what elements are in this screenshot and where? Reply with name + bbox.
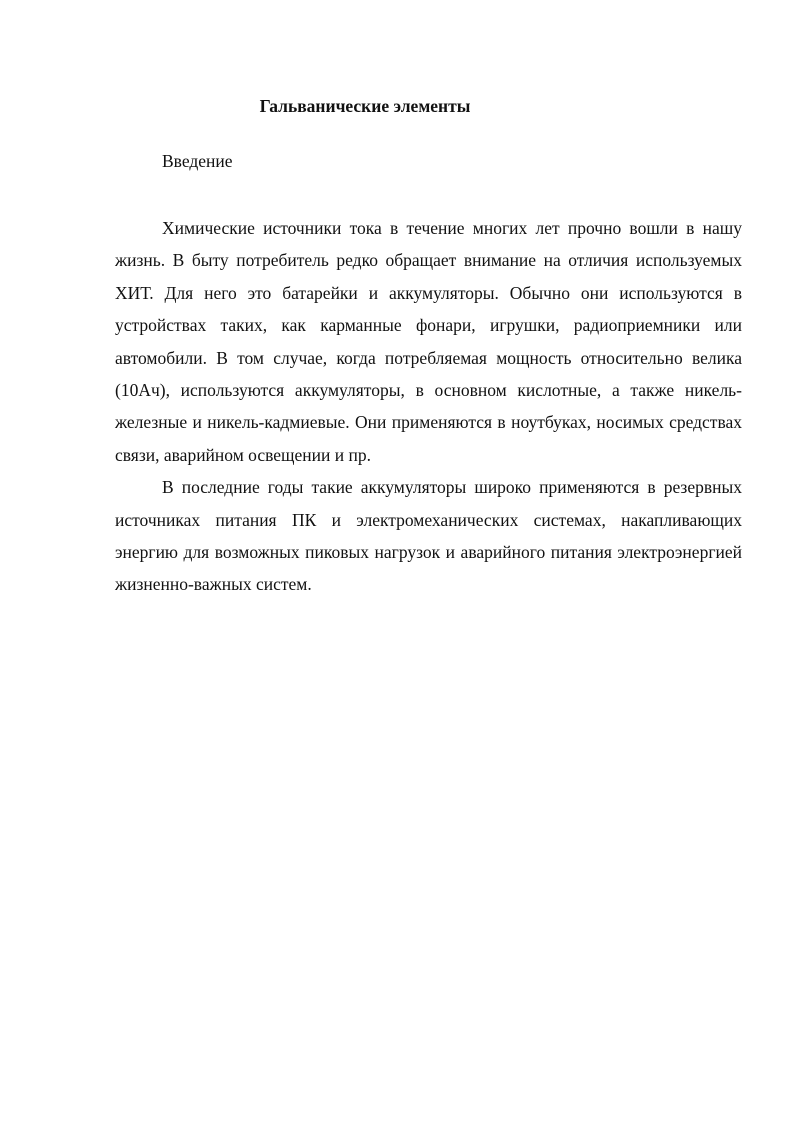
body-text (115, 212, 742, 601)
paragraph-recent-years: В последние годы такие аккумуляторы широко применяются в резервных источниках питания ПК и электромеханических системах, накапливающих энергию для возможных пиковых нагрузок и аварийного питания электроэнергией жизненно-важных систем. (115, 477, 742, 595)
document-title: Гальванические элементы (259, 96, 471, 116)
paragraph-intro: Химические источники тока в течение многих лет прочно вошли в нашу жизнь. В быту потребитель редко обращает внимание на отличия используемых ХИТ. Для него это батарейки и аккумуляторы. Обычно они используются в устройствах таких, как карманные фонари, игрушки, радиоприемники или автомобили. В том случае, когда потребляемая мощность относительно велика (10Ач), используются аккумуляторы, в основном кислотные, а также никель-железные и никель-кадмиевые. Они применяются в ноутбуках, носимых средствах связи, аварийном освещении и пр. (115, 218, 742, 465)
section-heading: Введение (162, 151, 233, 171)
